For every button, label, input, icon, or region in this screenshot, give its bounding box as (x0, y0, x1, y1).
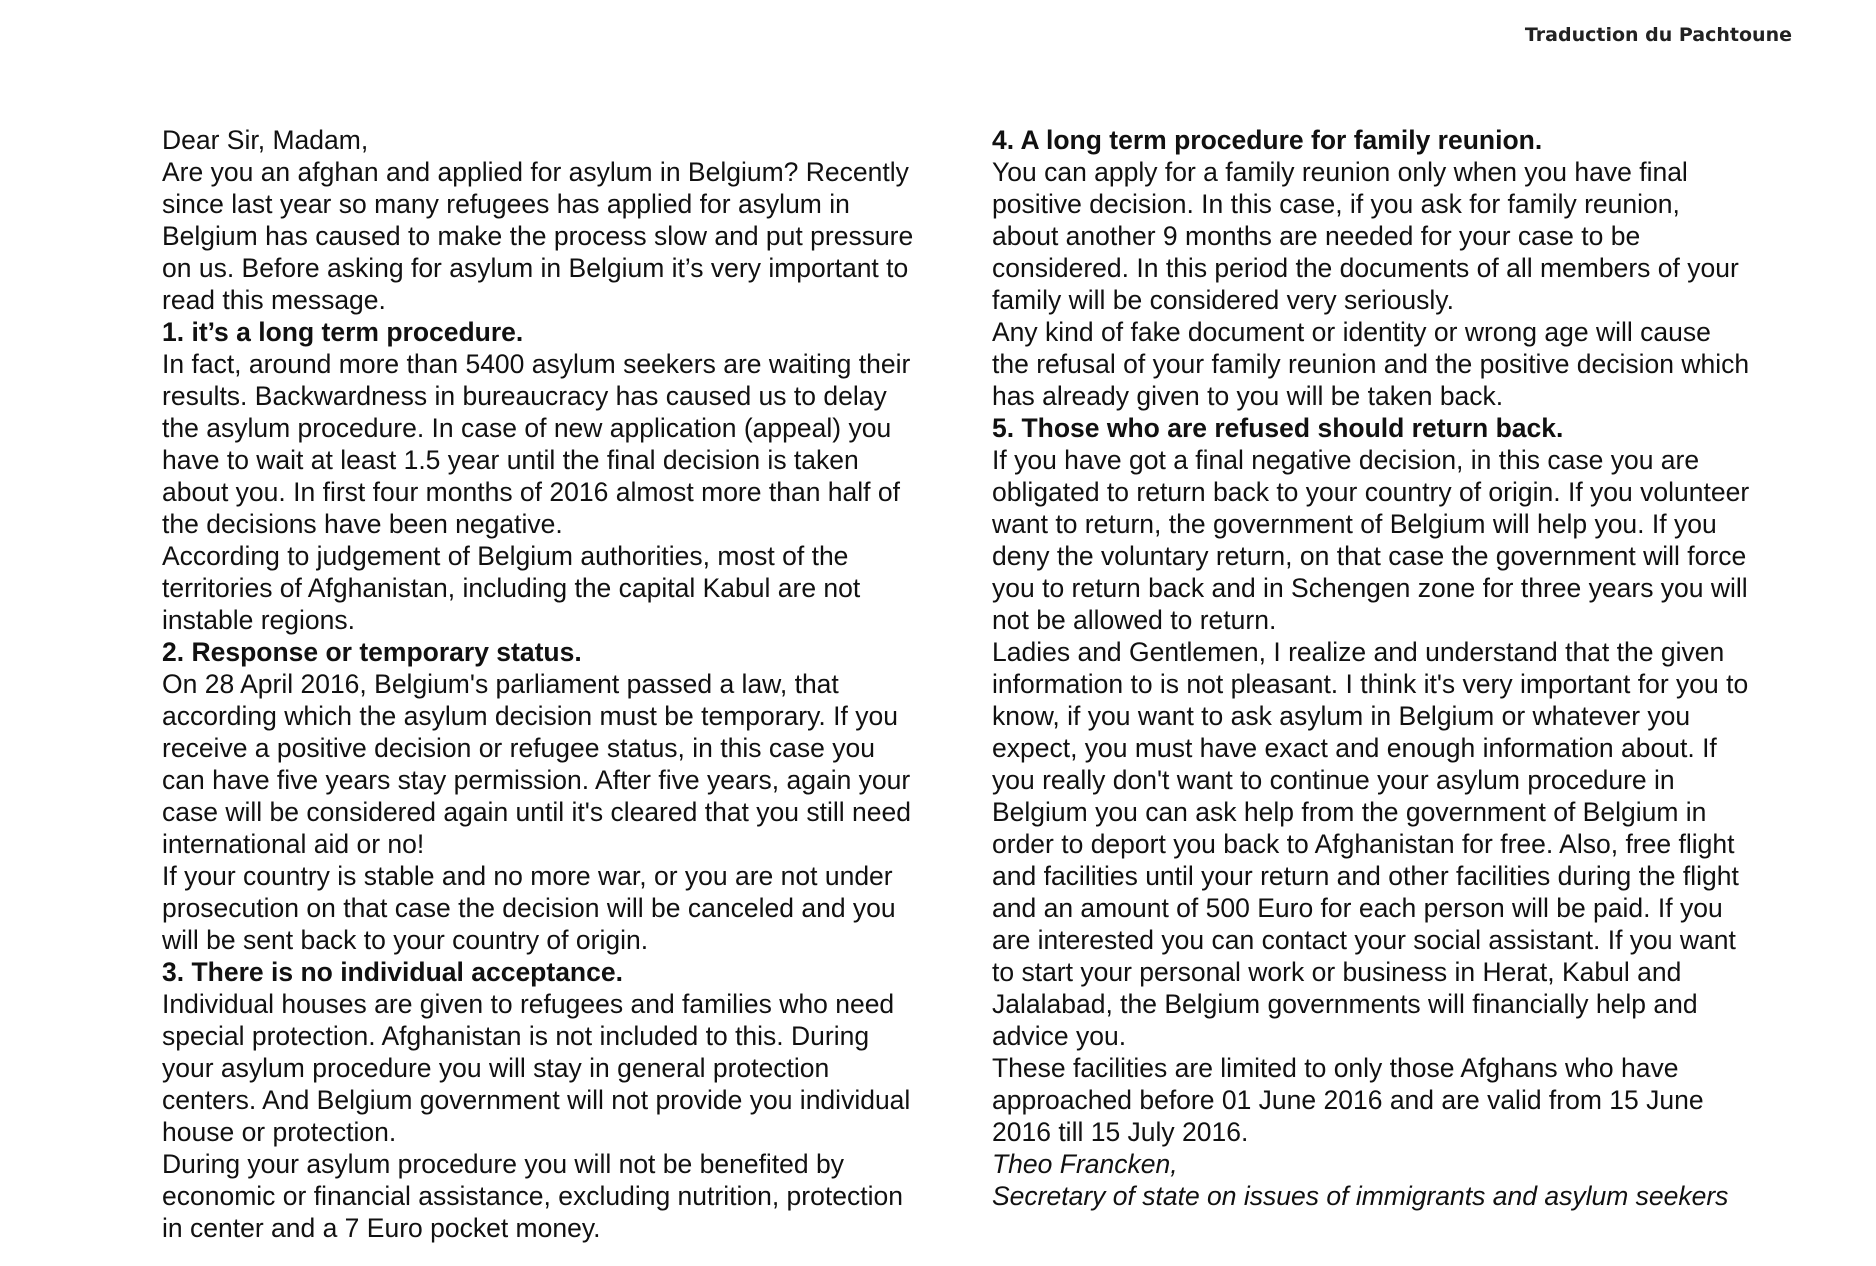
letter-body (162, 124, 1752, 1244)
section-5-paragraph-1: If you have got a final negative decision, in this case you are obligated to return back to your country of origin. If you volunteer want to return, the government of Belgium will help you. If you deny the voluntary return, on that case the government will force you to return back and in Schengen zone for three years you will not be allowed to return. (992, 445, 1750, 635)
section-4-paragraph-1: You can apply for a family reunion only when you have final positive decision. In this case, if you ask for family reunion, about another 9 months are needed for your case to be considered. In this period the documents of all members of your family will be considered very seriously. (992, 157, 1739, 315)
section-2-paragraph-1: On 28 April 2016, Belgium's parliament passed a law, that according which the asylum decision must be temporary. If you receive a positive decision or refugee status, in this case you can have five years stay permission. After five years, again your case will be considered again until it's cleared that you still need international aid or no! (162, 669, 911, 859)
translation-note: Traduction du Pachtoune (1524, 24, 1792, 46)
right-column (992, 124, 1752, 1244)
signature-title: Secretary of state on issues of immigrants and asylum seekers (992, 1181, 1729, 1211)
section-2-heading: 2. Response or temporary status. (162, 637, 582, 667)
signature-name: Theo Francken, (992, 1149, 1178, 1179)
section-1-paragraph-1: In fact, around more than 5400 asylum seekers are waiting their results. Backwardness in bureaucracy has caused us to delay the asylum procedure. In case of new application (appeal) you have to wait at least 1.5 year until the final decision is taken about you. In first four months of 2016 almost more than half of the decisions have been negative. (162, 349, 911, 539)
section-2-paragraph-2: If your country is stable and no more war, or you are not under prosecution on that case the decision will be canceled and you will be sent back to your country of origin. (162, 861, 896, 955)
section-3-heading: 3. There is no individual acceptance. (162, 957, 623, 987)
section-1-heading: 1. it’s a long term procedure. (162, 317, 524, 347)
section-4-paragraph-2: Any kind of fake document or identity or wrong age will cause the refusal of your family reunion and the positive decision which has already given to you will be taken back. (992, 317, 1750, 411)
closing-paragraph-2: These facilities are limited to only those Afghans who have approached before 01 June 2016 and are valid from 15 June 2016 till 15 July 2016. (992, 1053, 1704, 1147)
section-4-heading: 4. A long term procedure for family reunion. (992, 125, 1543, 155)
closing-paragraph-1: Ladies and Gentlemen, I realize and understand that the given information to is not pleasant. I think it's very important for you to know, if you want to ask asylum in Belgium or whatever you expect, you must have exact and enough information about. If you really don't want to continue your asylum procedure in Belgium you can ask help from the government of Belgium in order to deport you back to Afghanistan for free. Also, free flight and facilities until your return and other facilities during the flight and an amount of 500 Euro for each person will be paid. If you are interested you can contact your social assistant. If you want to start your personal work or business in Herat, Kabul and Jalalabad, the Belgium governments will financially help and advice you. (992, 637, 1749, 1051)
intro-paragraph: Are you an afghan and applied for asylum in Belgium? Recently since last year so many refugees has applied for asylum in Belgium has caused to make the process slow and put pressure on us. Before asking for asylum in Belgium it’s very important to read this message. (162, 157, 914, 315)
greeting: Dear Sir, Madam, (162, 125, 369, 155)
section-5-heading: 5. Those who are refused should return back. (992, 413, 1564, 443)
section-1-paragraph-2: According to judgement of Belgium authorities, most of the territories of Afghanistan, including the capital Kabul are not instable regions. (162, 541, 861, 635)
left-column (162, 124, 922, 1244)
section-3-paragraph-2: During your asylum procedure you will not be benefited by economic or financial assistance, excluding nutrition, protection in center and a 7 Euro pocket money. (162, 1149, 903, 1243)
section-3-paragraph-1: Individual houses are given to refugees and families who need special protection. Afghanistan is not included to this. During your asylum procedure you will stay in general protection centers. And Belgium government will not provide you individual house or protection. (162, 989, 911, 1147)
